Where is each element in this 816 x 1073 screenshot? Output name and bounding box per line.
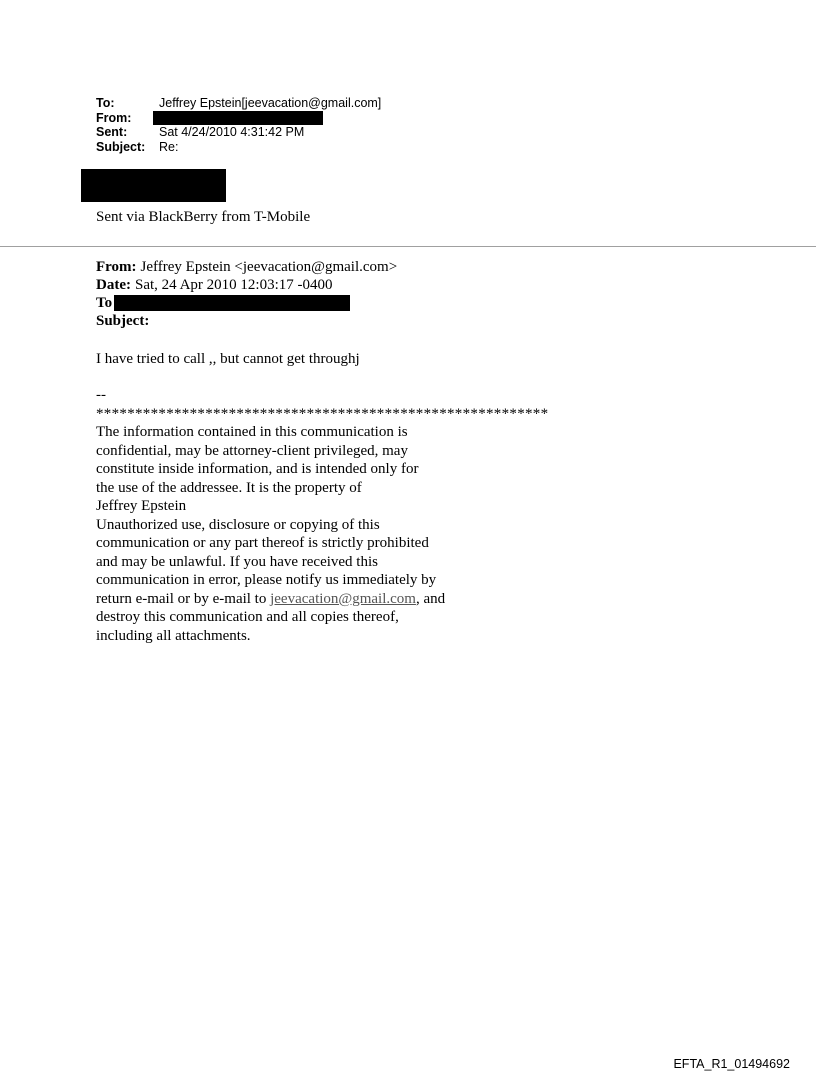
quoted-from-label: From: [96,259,137,275]
from-label: From: [96,110,132,125]
redaction-block [81,169,226,202]
to-label: To: [96,96,115,110]
notice-line: communication or any part thereof is strictly prohibited [96,535,429,551]
notice-line: including all attachments. [96,627,251,644]
quoted-from-value: Jeffrey Epstein <jeevacation@gmail.com> [140,259,398,275]
quoted-date-label: Date: [96,277,131,293]
header-sent-row [96,125,381,140]
quoted-subject-label: Subject: [96,313,150,329]
notice-line: the use of the addressee. It is the property of [96,479,362,496]
email-link[interactable]: jeevacation@gmail.com [270,590,416,607]
notice-line: confidential, may be attorney-client privileged, may [96,442,408,459]
notice-line: and may be unlawful. If you have received this [96,553,378,570]
subject-label: Subject: [96,139,146,154]
redaction-bar [114,295,350,311]
asterisk-separator: ********************************************************** [96,405,549,422]
quoted-to-row [96,294,397,312]
notice-line: communication in error, please notify us immediately by [96,572,437,588]
notice-line-return [96,590,548,609]
confidentiality-notice [96,386,548,645]
return-prefix: return e-mail or by e-mail to [96,590,271,607]
divider-line [0,246,816,247]
quoted-header [96,258,397,330]
signature-dashes: -- [96,387,106,403]
header-from-row [96,111,381,126]
quoted-to-label: To [96,295,113,311]
to-value: Jeffrey Epstein[jeevacation@gmail.com] [159,96,382,110]
notice-line: Jeffrey Epstein [96,498,187,514]
email-header [96,96,381,154]
blackberry-signature: Sent via BlackBerry from T-Mobile [96,209,311,225]
sent-label: Sent: [96,125,128,139]
notice-line: The information contained in this communication is [96,424,408,440]
quoted-date-row [96,276,397,294]
header-to-row [96,96,381,111]
return-suffix: , and [415,590,446,607]
redaction-bar [153,111,323,125]
notice-line: constitute inside information, and is intended only for [96,461,419,477]
notice-line: Unauthorized use, disclosure or copying of this [96,516,380,533]
notice-line: destroy this communication and all copies thereof, [96,609,399,625]
bates-number: EFTA_R1_01494692 [673,1057,790,1071]
quoted-subject-row [96,312,397,330]
subject-value: Re: [159,139,179,154]
sent-value: Sat 4/24/2010 4:31:42 PM [159,125,305,139]
quoted-date-value: Sat, 24 Apr 2010 12:03:17 -0400 [134,277,333,293]
header-subject-row [96,140,381,155]
quoted-from-row [96,258,397,276]
message-body: I have tried to call ,, but cannot get throughj [96,351,360,367]
